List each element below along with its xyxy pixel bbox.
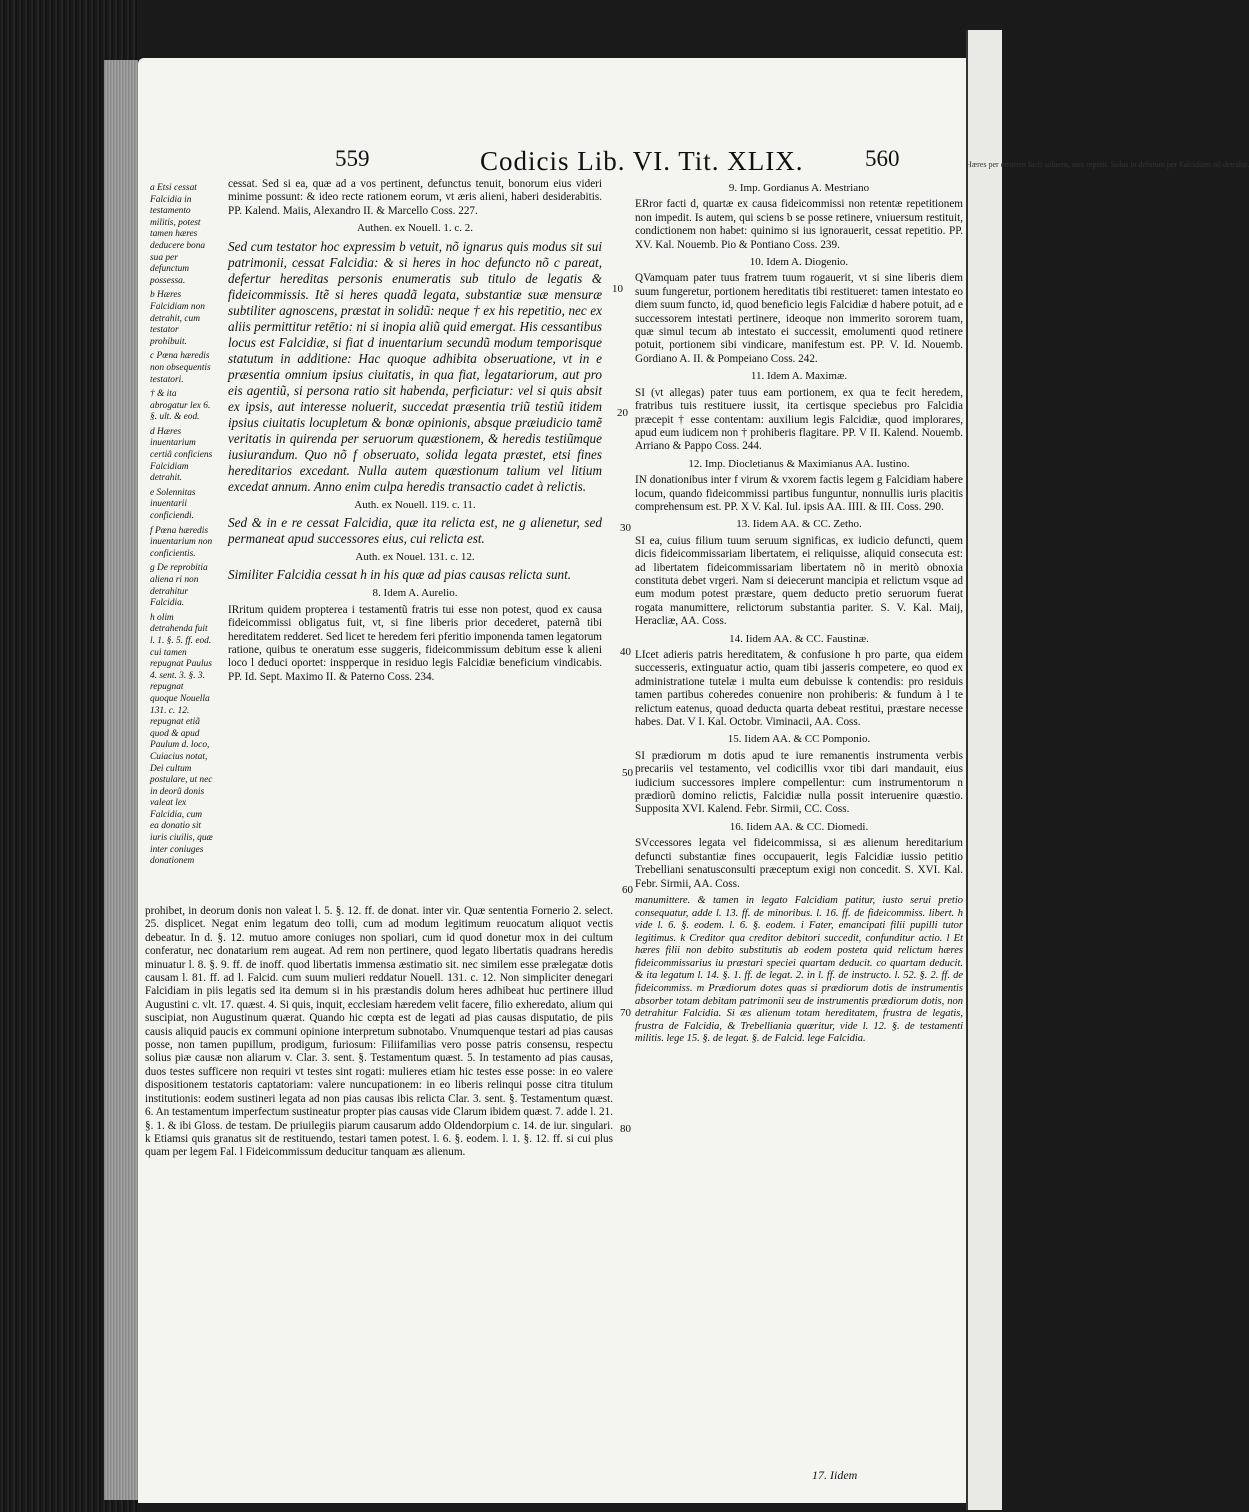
right-column	[635, 178, 963, 1050]
law-text: LIcet adieris patris hereditatem, & confusione h pro parte, qua eidem successeris, extinguatur actio, quam tibi jasseris competere, eo quod ex administratione tutelæ i multa eum debuisse k contendis: pro residuis tamen partibus coheredes conuenire non prohiberis: & fundum à l te relictum eatenus, quoad deducta quarta debeat restitui, præstare necesse habes. Dat. V I. Kal. Octobr. Viminacii, AA. Coss.	[635, 649, 963, 729]
line-number: 60	[622, 884, 633, 896]
page-edges	[104, 60, 138, 1500]
law-text: SVccessores legata vel fideicommissa, si æs alienum hereditarium defuncti substantiæ fines occupauerit, legis Falcidiæ iussio petitio Trebelliani senatusconsulti præceptum exigi non concedit. S. XVI. Kal. Febr. Sirmii, AA. Coss.	[635, 837, 963, 890]
line-number: 30	[620, 522, 631, 534]
law-text: IRritum quidem propterea i testamentũ fratris tui esse non potest, quod ex causa fideicommissi obligatus fuit, vt, si fine liberis prior decederet, paternã tibi hereditatem redderet. Sed licet te heredem feri pferitio imponenda tamen legatorum ratione, quibus te oneratum esse suggeris, fideicommissum debitum esse k alieni loco l deduci oportet: inspperque in residuo legis Falcidiæ beneficium vindicabis. PP. Id. Sept. Maximo II. & Paterno Coss. 234.	[228, 603, 602, 683]
intro-text: cessat. Sed si ea, quæ ad a vos pertinent, defunctus tenuit, bonorum eius videri minime possunt: & ideo recte rationem eorum, vt æris alieni, haberi desiderabitis. PP. Kalend. Maiis, Alexandro II. & Marcello Coss. 227.	[228, 178, 602, 217]
line-number: 20	[617, 407, 628, 419]
commentary-column	[145, 905, 613, 1164]
margin-note: c Pœna hæredis non obsequentis testatori.	[150, 351, 211, 385]
running-title: Codicis Lib. VI. Tit. XLIX.	[480, 146, 804, 176]
line-number: 80	[620, 1123, 631, 1135]
margin-note: h olim detrahenda fuit l. 1. §. 5. ff. eod. cui tamen repugnat Paulus 4. sent. 3. §. 3. repugnat quoque Nouella 131. c. 12. repugnat etiã quod & apud Paulum d. loco, Cuiacius notat, Dei cultum postulare, ut nec in deorũ donis valeat lex Falcidia, cum ea donatio sit iuris ciuilis, quæ inter coniuges donationem	[150, 612, 213, 867]
law-heading: 8. Idem A. Aurelio.	[372, 587, 458, 600]
law-heading: 12. Imp. Diocletianus & Maximianus AA. Iustino.	[688, 457, 910, 470]
commentary-text: manumittere. & tamen in legato Falcidiam patitur, iusto serui pretio consequatur, adde l. 13. ff. de minoribus. l. 16. ff. de fideicommiss. libert. h vide l. 6. §. eodem. l. 6. §. eodem. i Fater, emancipati filii pupilli tutor legitimus. k Creditor qua creditor debitori succedit, confunditur actio. l Et hæres filii non debito substitutis ab eodem posteta quid relictum hæres fideicommissarius iu præstari speciei quartam deducit. co quartam deducit. & ita legatum l. 14. §. 1. ff. de legat. 2. in l. ff. de instructo. l. 52. §. 2. ff. de fideicommiss. m Prædiorum dotes quas si prædiorum dotis de instrumentis absorber totam debitam patrimonii seu de instrumentis prædiorum dotis, non detrahitur Falcidia. Si æs alienum totam hereditatem, frustra de legatis, frustra de Falcidia, & Trebelliania quæritur, vide l. 12. §. de testamenti militis. lege 15. §. de legat. §. de Falcid. lege Falcidia.	[635, 894, 963, 1045]
page-number-right: 560	[865, 146, 900, 171]
authentic-text: Sed & in e re cessat Falcidia, quæ ita relicta est, ne g alienetur, sed permaneat apud successores eius, cui relicta est.	[228, 515, 602, 547]
law-heading: 11. Idem A. Maximæ.	[750, 370, 848, 383]
margin-note: a Etsi cessat Falcidia in testamento militis, potest tamen hæres deducere bona sua per defunctum possessa.	[150, 183, 206, 286]
margin-note: † & ita abrogatur lex 6. §. ult. & eod.	[150, 389, 211, 423]
law-text: IN donationibus inter f virum & vxorem factis legem g Falcidiam habere locum, quando fideicommissi partibus funguntur, nonnullis iuris placitis comprehensum est. PP. X V. Kal. Iul. ipsis AA. IIII. & III. Coss. 290.	[635, 474, 963, 513]
left-column	[228, 178, 602, 688]
law-text: ERror facti d, quartæ ex causa fideicommissi non retentæ repetitionem non impedit. Is autem, qui sciens b se posse retinere, vniuersum restituit, condictionem non habet: quinimo si ius ignorauerit, cessat repetitio. PP. XV. Kal. Nouemb. Pio & Pontiano Coss. 239.	[635, 198, 963, 251]
law-heading: 14. Iidem AA. & CC. Faustinæ.	[729, 632, 869, 645]
law-text: SI ea, cuius filium tuum seruum significas, ex iudicio defuncti, quem dicis fideicommissariam libertatem, ei reliquisse, aliquid consecuta est: ad libertatem fideicommissariam libertatem nõ in meritò obnoxia constituta debet vrgeri. Nam si deiecerunt mancipia et relictum vsque ad eum modum potest præstare, quem deducto pretio seruorum fuerat rogata manumittere, relictorum substantia pariter. S. V. Kal. Maij, Heracliæ, AA. Coss.	[635, 534, 963, 628]
margin-notes	[150, 183, 213, 871]
authentic-citation: Authen. ex Nouell. 1. c. 2.	[356, 222, 474, 235]
margin-note: g De reprobitia aliena ri non detrahitur Falcidia.	[150, 563, 208, 609]
catchword: 17. Iidem	[812, 1468, 858, 1482]
page-number-left: 559	[335, 146, 370, 171]
law-heading: 16. Iidem AA. & CC. Diomedi.	[729, 820, 869, 833]
law-heading: 10. Idem A. Diogenio.	[749, 256, 849, 269]
commentary-text: prohibet, in deorum donis non valeat l. 5. §. 12. ff. de donat. inter vir. Quæ sententia Fornerio 2. select. 25. displicet. Negat enim legatum deo tolli, cum ad modum legitimum reuocatum aliquot vectis debeatur. In d. §. 12. mutuo amore coniuges non spoliari, cum id quod donetur mox in dei cultum conferatur, nec donatarium rem augeat. Ad rem non pertinere, quod legato libertatis quadrans heredis minuatur l. 8. §. 9. ff. de inoff. quod libertatis immensa æstimatio sit. nec similem esse prælegatæ dotis causam l. 81. ff. ad l. Falcid. cum suum mulieri reddatur Nouell. 131. c. 12. Non simpliciter denegari Falcidiam in piis legatis sed ita demum si in his præstandis dolum heres adhibeat huc pertinere illud Augustini c. vlt. 17. quæst. 4. Si quis, inquit, ecclesiam hæredem velit facere, filio exheredato, alium qui suscipiat, non Augustinum quærat. Quando hic cœpta est de legati ad pias causas disputatio, de piis causis aliquid paucis ex communi opinione interpretum subnotabo. Vnumquenque testari ad pias causas posse, non tamen pupillum, prodigum, furiosum: Filiifamilias vero posse patris consensu, respectu solius piæ causæ non aliarum v. Clar. 3. sent. §. Testamentum quæst. 5. In testamento ad pias causas, duos testes sufficere non requiri vt testes sint rogati: mulieres etiam hic testes esse posse: in eo valere dispositionem testatoris captatoriam: valere nuncupationem: in eo liberis relinqui posse citra titulum institutionis: eodem sustineri legata ad non pias causas ibis relicta Clar. 3. sent. §. Testamentum quæst. 6. An testamentum imperfectum sustineatur propter pias causas vide Clarum ibidem quæst. 7. adde l. 21. §. 1. & ibi Gloss. de testam. De priuilegiis piarum causarum addo Oldendorpium c. 14. de iur. singulari. k Etiamsi quis granatus sit de restituendo, testari tamen potest. l. 6. §. eodem. l. 1. §. 12. ff. si cui plus quam per legem Fal. l Fideicommissum deducitur tanquam æs alienum.	[145, 905, 613, 1159]
margin-note: f Pœna hæredis inuentarium non conficientis.	[150, 525, 213, 559]
authentic-text: Sed cum testator hoc expressim b vetuit, nõ ignarus quis modus sit sui patrimonii, cessat Falcidia: & si heres in hoc defuncto nõ c pareat, defertur hereditas personis enumeratis sub titulo de legatis & fideicommissis. Itẽ si heres quadã legata, substantiæ suæ mensuræ subtiliter agnoscens, præstat in solidũ: neque † ex his repetitio, nec ex aliis permittitur retētio: ni si inopia aliũ quid emergat. His cessantibus locus est Falcidiæ, si fiat d inuentarium secundũ modum temporisque statutum in additione: Hac quoque adhibita obseruatione, vt in e præsentia omnium ipsius ciuitatis, in qua fiat, legatariorum, aut pro eis agentiũ, si persona ratio sit habenda, perficiatur: vel si quis absit ex ipsis, aut interesse noluerit, succedat præsentia triũ testiũ itidem ipsius ciuitatis locupletum & bonæ opinionis, absque præiudicio tamẽ veritatis in quirenda per seruorum quæstionem, & heredis testiũmque iusiurandum. Quo nõ f obseruato, solida legata præstet, etsi fines hereditarios excedant. Nulla autem quæstionum talium vel litium excedat annum. Anno enim culpa heredis transactio cadet à relictis.	[228, 238, 602, 494]
margin-note: e Solennitas inuentarii conficiendi.	[150, 487, 196, 522]
margin-note: b Hæres Falcidiam non detrahit, cum testator prohibuit.	[150, 290, 205, 347]
law-text: SI (vt allegas) pater tuus eam portionem, ex qua te fecit heredem, fratribus tuis restituere iussit, ita certisque speciebus pro Falcidia præcepit † esse contentam: auxilium legis Falcidiæ, quod implorares, apud eum iudicem non † prohiberis flagitare. PP. V II. Kalend. Nouemb. Arriano & Pappo Coss. 244.	[635, 386, 963, 453]
authentic-text: Similiter Falcidia cessat h in his quæ ad pias causas relicta sunt.	[228, 567, 572, 583]
facing-page-text: Hæres per errorem facti soluens, non repetit. Solus in debitum per Falcidiam nõ detrahit.	[966, 160, 1249, 169]
law-heading: 9. Imp. Gordianus A. Mestriano	[728, 182, 870, 194]
law-heading: 13. Iidem AA. & CC. Zetho.	[736, 518, 862, 531]
authentic-citation: Auth. ex Nouel. 131. c. 12.	[355, 551, 475, 564]
margin-note: d Hæres inuentarium certiâ conficiens Falcidiam detrahit.	[150, 426, 213, 484]
law-heading: 15. Iidem AA. & CC Pomponio.	[727, 733, 871, 746]
authentic-citation: Auth. ex Nouell. 119. c. 11.	[354, 498, 476, 511]
law-text: SI prædiorum m dotis apud te iure remanentis instrumenta verbis precariis vel testamento, vel codicillis vxor tibi dari mandauit, eius iudicium successores implere compellentur: cum instrumentorum n prædiorũ domino relictis, Falcidiæ nulla possit interuenire quæstio. Supposita XVI. Kalend. Febr. Sirmii, CC. Coss.	[635, 749, 963, 816]
line-number: 70	[620, 1007, 631, 1019]
line-number: 40	[620, 646, 631, 658]
law-text: QVamquam pater tuus fratrem tuum rogauerit, vt si sine liberis diem suum fungeretur, portionem hereditatis tibi restitueret: tamen intestato eo diem suum functo, id, quod beneficio legis Falcidiæ d habere potuit, ad e successorem intestati pertinere, ideoque non immerito sororem tuam, quæ simul tecum ab intestato ei successit, emolumenti quod retinere potuit, portionem sibi vindicare, manifestum est. PP. V. Id. Nouemb. Gordiano A. II. & Pompeiano Coss. 242.	[635, 272, 963, 365]
line-number: 10	[612, 283, 623, 295]
line-number: 50	[622, 767, 633, 779]
